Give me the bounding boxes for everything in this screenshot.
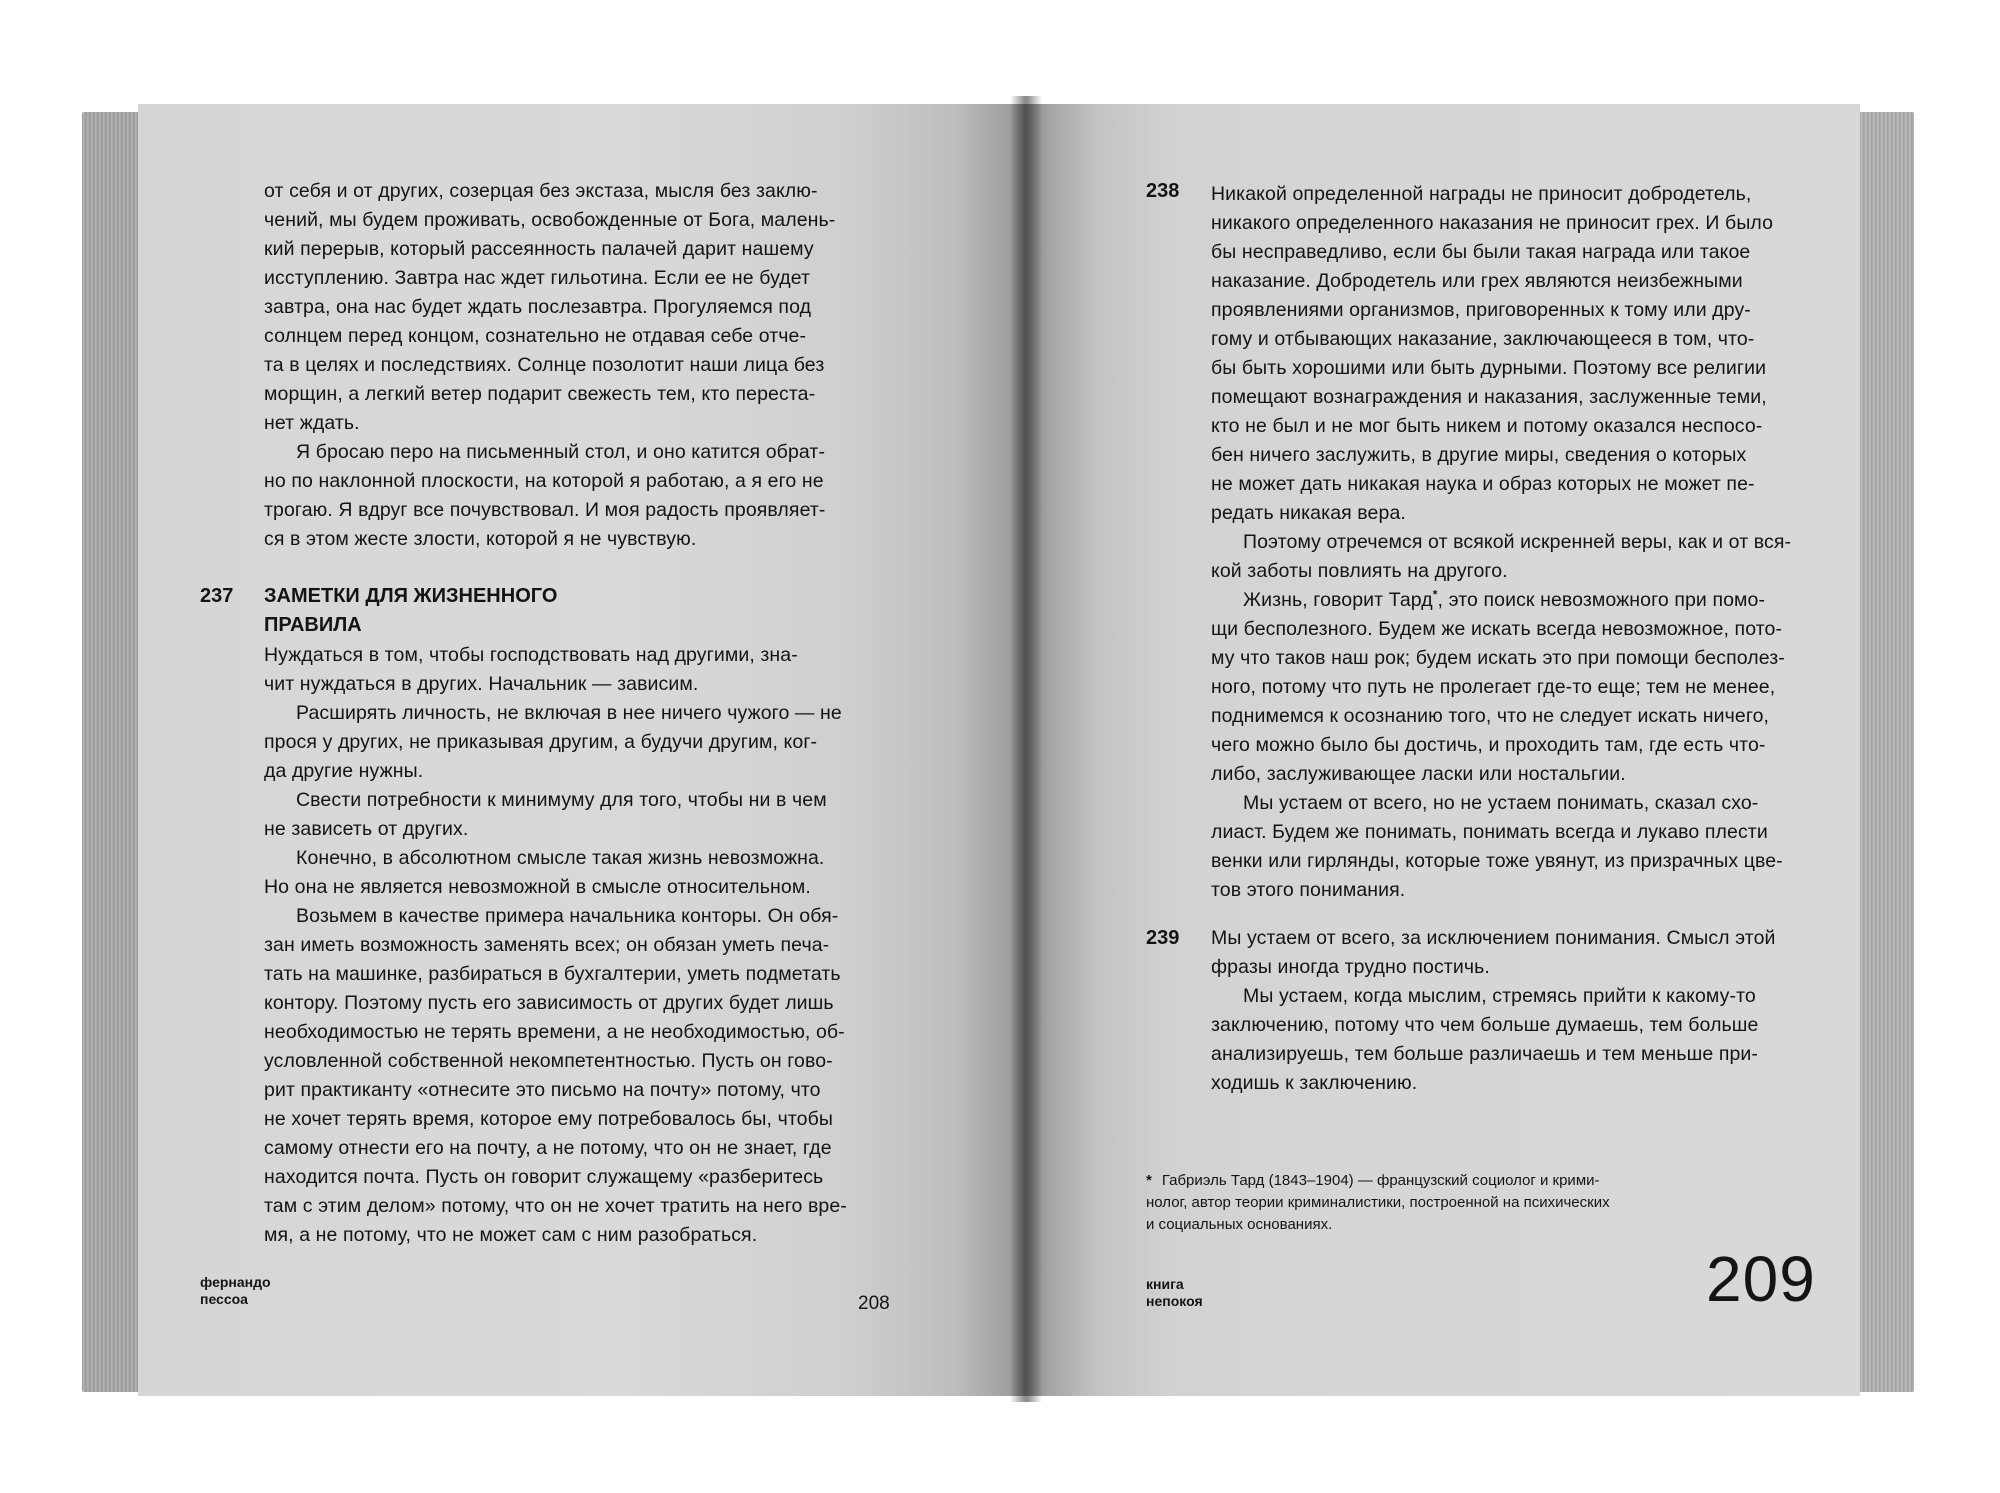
text-line: прося у других, не приказывая другим, а будучи другим, ког- xyxy=(264,731,818,753)
text-line: венки или гирлянды, которые тоже увянут, из призрачных цве- xyxy=(1211,850,1783,872)
text-line: Мы устаем, когда мыслим, стремясь прийти к какому-то xyxy=(1243,985,1756,1007)
text-line: Нуждаться в том, чтобы господствовать над другими, зна- xyxy=(264,644,798,666)
text-line: завтра, она нас будет ждать послезавтра. Прогуляемся под xyxy=(264,296,812,318)
section-number-239: 239 xyxy=(1146,927,1180,949)
text-line: анализируешь, тем больше различаешь и тем меньше при- xyxy=(1211,1043,1759,1065)
text-line: находится почта. Пусть он говорит служащему «разберитесь xyxy=(264,1166,824,1188)
text-line: кой заботы повлиять на другого. xyxy=(1211,560,1508,582)
right-page-edges xyxy=(1852,112,1914,1392)
section-number-238: 238 xyxy=(1146,180,1180,202)
text-line: чит нуждаться в других. Начальник — зависим. xyxy=(264,673,699,695)
text-line: ного, потому что путь не пролегает где-то еще; тем не менее, xyxy=(1211,676,1776,698)
text-line: Никакой определенной награды не приносит добродетель, xyxy=(1211,183,1752,205)
text-line: нет ждать. xyxy=(264,412,360,434)
footnote-star: * xyxy=(1146,1172,1152,1189)
text-line: либо, заслуживающее ласки или ностальгии. xyxy=(1211,763,1626,785)
running-footer-book-title xyxy=(1146,1276,1203,1310)
text-line: трогаю. Я вдруг все почувствовал. И моя радость проявляет- xyxy=(264,499,826,521)
text-line: помещают вознаграждения и наказания, заслуженные теми, xyxy=(1211,386,1767,408)
text-line: чений, мы будем проживать, освобожденные от Бога, малень- xyxy=(264,209,836,231)
footnote xyxy=(1146,1170,1610,1236)
text-line: та в целях и последствиях. Солнце позолотит наши лица без xyxy=(264,354,825,376)
text-line: необходимостью не терять времени, а не необходимостью, об- xyxy=(264,1021,845,1043)
text-line: условленной собственной некомпетентностью. Пусть он гово- xyxy=(264,1050,833,1072)
footnote-line2: нолог, автор теории криминалистики, построенной на психических xyxy=(1146,1194,1610,1211)
text-line: но по наклонной плоскости, на которой я работаю, а я его не xyxy=(264,470,824,492)
text-line: Я бросаю перо на письменный стол, и оно катится обрат- xyxy=(296,441,826,463)
text-line: проявлениями организмов, приговоренных к тому или дру- xyxy=(1211,299,1751,321)
footnote-marker: * xyxy=(1432,587,1438,602)
text-fragment: , это поиск невозможного при помо- xyxy=(1437,589,1766,611)
text-line: мя, а не потому, что не может сам с ним разобраться. xyxy=(264,1224,758,1246)
text-line: щи бесполезного. Будем же искать всегда невозможное, пото- xyxy=(1211,618,1783,640)
author-line2: пессоа xyxy=(200,1291,248,1307)
text-line: контору. Поэтому пусть его зависимость от других будет лишь xyxy=(264,992,834,1014)
text-line: гому и отбывающих наказание, заключающееся в том, что- xyxy=(1211,328,1755,350)
text-line: ходишь к заключению. xyxy=(1211,1072,1418,1094)
text-line: Но она не является невозможной в смысле относительном. xyxy=(264,876,811,898)
text-line: наказание. Добродетель или грех являются неизбежными xyxy=(1211,270,1743,292)
page-number-right: 209 xyxy=(1706,1243,1816,1315)
running-footer-author xyxy=(200,1274,271,1308)
text-line: рит практиканту «отнесите это письмо на почту» потому, что xyxy=(264,1079,821,1101)
text-line: бен ничего заслужить, в другие миры, сведения о которых xyxy=(1211,444,1747,466)
text-fragment: Жизнь, говорит Тард xyxy=(1243,589,1433,611)
text-line: да другие нужны. xyxy=(264,760,424,782)
section-number-237: 237 xyxy=(200,585,234,607)
text-line: не зависеть от других. xyxy=(264,818,469,840)
section-238-text xyxy=(1211,180,1839,905)
footnote-line1 xyxy=(1146,1170,1610,1192)
text-line: поднимемся к осознанию того, что не следует искать ничего, xyxy=(1211,705,1770,727)
text-line: бы быть хорошими или быть дурными. Поэтому все религии xyxy=(1211,357,1767,379)
text-line: редать никакая вера. xyxy=(1211,502,1406,524)
text-line: там с этим делом» потому, что он не хочет тратить на него вре- xyxy=(264,1195,847,1217)
section-237-text xyxy=(264,641,905,1250)
footnote-line3: и социальных основаниях. xyxy=(1146,1216,1333,1233)
text-line: исступлению. Завтра нас ждет гильотина. Если ее не будет xyxy=(264,267,811,289)
text-line: Конечно, в абсолютном смысле такая жизнь невозможна. xyxy=(296,847,825,869)
text-line: кий перерыв, который рассеянность палачей дарит нашему xyxy=(264,238,814,260)
book-title-line1: книга xyxy=(1146,1276,1184,1292)
text-line: Расширять личность, не включая в нее ничего чужого — не xyxy=(296,702,842,724)
text-line: Мы устаем от всего, за исключением понимания. Смысл этой xyxy=(1211,927,1776,949)
book-gutter xyxy=(1010,96,1042,1402)
section-title-line2: ПРАВИЛА xyxy=(264,614,362,636)
text-line: самому отнести его на почту, а не потому, что он не знает, где xyxy=(264,1137,832,1159)
page-number-left: 208 xyxy=(858,1293,890,1314)
text-line-with-footnote xyxy=(1211,586,1839,615)
text-line: тать на машинке, разбираться в бухгалтерии, уметь подметать xyxy=(264,963,841,985)
text-line: солнцем перед концом, сознательно не отдавая себе отче- xyxy=(264,325,807,347)
text-line: не хочет терять время, которое ему потребовалось бы, чтобы xyxy=(264,1108,833,1130)
text-line: кто не был и не мог быть никем и потому оказался неспосо- xyxy=(1211,415,1763,437)
text-line: тов этого понимания. xyxy=(1211,879,1406,901)
section-title-line1: ЗАМЕТКИ ДЛЯ ЖИЗНЕННОГО xyxy=(264,585,558,607)
text-line: Мы устаем от всего, но не устаем понимать, сказал схо- xyxy=(1243,792,1759,814)
text-line: фразы иногда трудно постичь. xyxy=(1211,956,1490,978)
section-239-text xyxy=(1211,924,1839,1098)
left-page-edges xyxy=(82,112,144,1392)
text-line: никакого определенного наказания не приносит грех. И было xyxy=(1211,212,1774,234)
text-line: Поэтому отречемся от всякой искренней веры, как и от вся- xyxy=(1243,531,1792,553)
text-line: бы несправедливо, если бы были такая награда или такое xyxy=(1211,241,1751,263)
text-line: му что таков наш рок; будем искать это при помощи бесполез- xyxy=(1211,647,1785,669)
text-line: ся в этом жесте злости, которой я не чувствую. xyxy=(264,528,697,550)
text-line: чего можно было бы достичь, и проходить там, где есть что- xyxy=(1211,734,1766,756)
text-line: не может дать никакая наука и образ которых не может пе- xyxy=(1211,473,1755,495)
text-line: от себя и от других, созерцая без экстаза, мысля без заклю- xyxy=(264,180,818,202)
author-line1: фернандо xyxy=(200,1274,271,1290)
text-line: Свести потребности к минимуму для того, чтобы ни в чем xyxy=(296,789,827,811)
book-title-line2: непокоя xyxy=(1146,1293,1203,1309)
footnote-text: Габриэль Тард (1843–1904) — французский социолог и крими- xyxy=(1161,1172,1600,1189)
text-line: Возьмем в качестве примера начальника конторы. Он обя- xyxy=(296,905,839,927)
text-line: зан иметь возможность заменять всех; он обязан уметь печа- xyxy=(264,934,830,956)
text-line: морщин, а легкий ветер подарит свежесть тем, кто переста- xyxy=(264,383,816,405)
text-line: заключению, потому что чем больше думаешь, тем больше xyxy=(1211,1014,1759,1036)
left-continuation-text xyxy=(264,177,905,554)
text-line: лиаст. Будем же понимать, понимать всегда и лукаво плести xyxy=(1211,821,1768,843)
